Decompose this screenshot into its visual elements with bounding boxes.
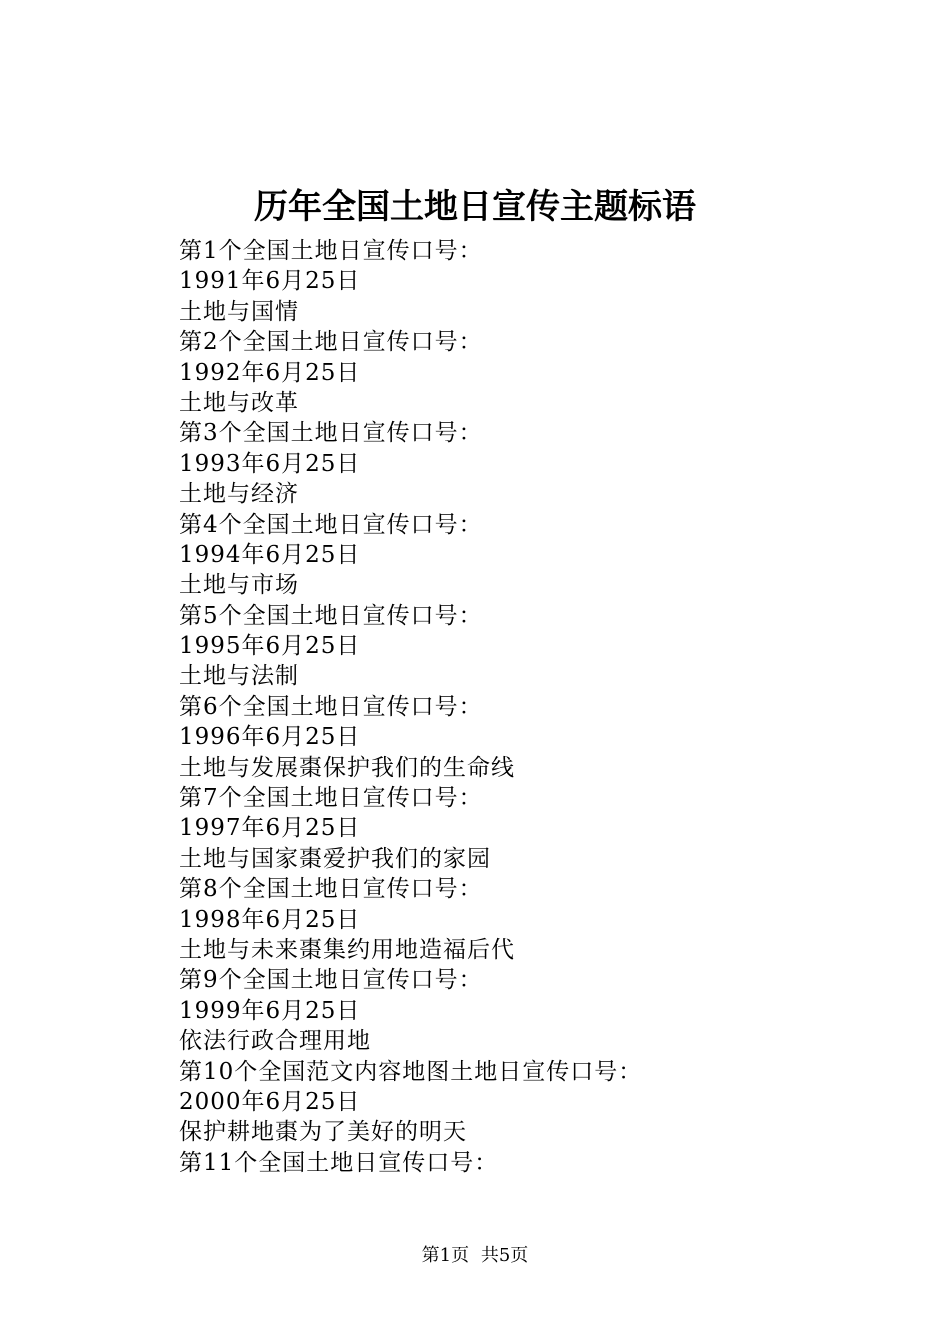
body-line: 1995年6月25日 <box>179 633 361 660</box>
body-line: 第9个全国土地日宣传口号： <box>179 967 483 994</box>
body-line: 依法行政合理用地 <box>179 1028 371 1055</box>
body-line: 第8个全国土地日宣传口号： <box>179 876 483 903</box>
body-line: 土地与法制 <box>179 663 299 690</box>
body-line: 1991年6月25日 <box>179 268 361 295</box>
body-line: 保护耕地棗为了美好的明天 <box>179 1119 467 1146</box>
body-line: 土地与市场 <box>179 572 299 599</box>
page-footer <box>0 1244 950 1268</box>
body-line: 第7个全国土地日宣传口号： <box>179 785 483 812</box>
body-line: 2000年6月25日 <box>179 1088 361 1115</box>
body-line: 土地与发展棗保护我们的生命线 <box>179 754 515 781</box>
body-line: 土地与经济 <box>179 481 299 508</box>
body-line: 第3个全国土地日宣传口号： <box>179 420 483 447</box>
page-number: 第1页 <box>421 1245 470 1266</box>
body-line: 第6个全国土地日宣传口号： <box>179 693 483 720</box>
body-line: 第2个全国土地日宣传口号： <box>179 329 483 356</box>
body-line: 第1个全国土地日宣传口号： <box>179 238 483 264</box>
document-title: 历年全国土地日宣传主题标语 <box>254 187 696 227</box>
body-line: 第10个全国范文内容地图土地日宣传口号： <box>179 1058 643 1085</box>
page-total: 共5页 <box>480 1245 529 1266</box>
body-line: 土地与国情 <box>179 298 299 325</box>
body-line: 1997年6月25日 <box>179 815 361 842</box>
body-line: 第11个全国土地日宣传口号： <box>179 1149 499 1176</box>
body-line: 1998年6月25日 <box>179 906 361 933</box>
document-body <box>179 236 879 1178</box>
body-line: 土地与未来棗集约用地造福后代 <box>179 936 515 963</box>
body-line: 土地与国家棗爱护我们的家园 <box>179 845 491 872</box>
body-line: 1996年6月25日 <box>179 724 361 751</box>
body-line: 1993年6月25日 <box>179 450 361 477</box>
body-line: 土地与改革 <box>179 389 299 416</box>
body-line: 第4个全国土地日宣传口号： <box>179 511 483 538</box>
body-line: 1999年6月25日 <box>179 997 361 1024</box>
body-line: 第5个全国土地日宣传口号： <box>179 602 483 629</box>
body-line: 1992年6月25日 <box>179 359 361 386</box>
body-line: 1994年6月25日 <box>179 541 361 568</box>
